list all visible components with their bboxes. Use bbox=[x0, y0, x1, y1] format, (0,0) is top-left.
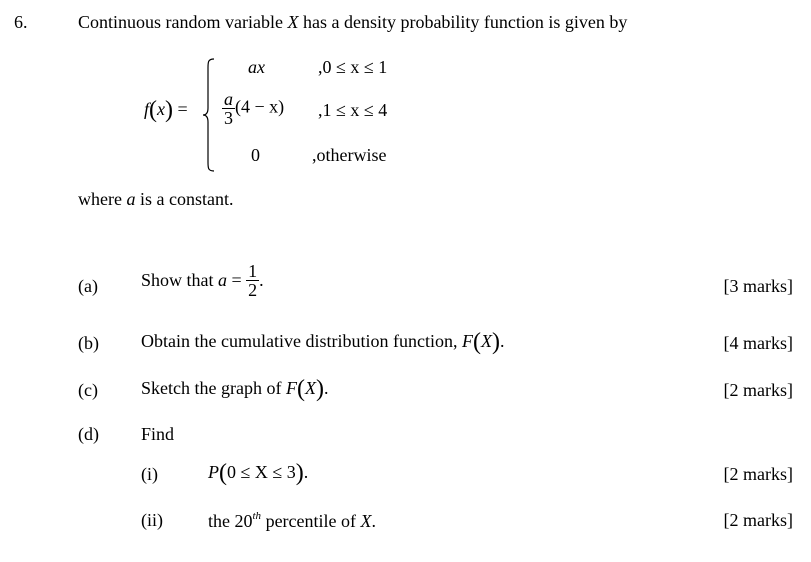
part-a-period: . bbox=[259, 270, 264, 290]
part-a-text bbox=[141, 262, 264, 299]
part-d-label: (d) bbox=[78, 424, 99, 444]
fraction-numerator: a bbox=[224, 89, 233, 109]
pdf-lhs: f(x) = bbox=[144, 97, 188, 123]
question-intro bbox=[78, 12, 627, 33]
pdf-lhs-x: x bbox=[157, 99, 166, 119]
pdf-equals: = bbox=[177, 99, 188, 119]
part-b-label: (b) bbox=[78, 333, 99, 353]
pdf-case3-cond: ,otherwise bbox=[312, 145, 387, 165]
part-d-ii-marks: [2 marks] bbox=[723, 510, 793, 530]
fraction-denominator: 2 bbox=[248, 280, 258, 300]
part-c-period: . bbox=[323, 378, 329, 398]
part-b-function: F bbox=[461, 331, 473, 351]
part-d-ii-period: . bbox=[371, 511, 377, 531]
pdf-case2-term: (4 − x) bbox=[235, 96, 285, 117]
pdf-case1-expr: ax bbox=[248, 57, 265, 77]
part-d-i-label: (i) bbox=[141, 464, 158, 484]
part-a-marks: [3 marks] bbox=[723, 276, 793, 296]
part-c-argument: X bbox=[304, 378, 316, 398]
part-c-text: Sketch the graph of F(X). bbox=[141, 376, 329, 402]
pdf-case1-cond: ,0 ≤ x ≤ 1 bbox=[318, 57, 388, 77]
part-a-label: (a) bbox=[78, 276, 98, 296]
part-b-text: Obtain the cumulative distribution function, F(X). bbox=[141, 329, 505, 355]
part-b-period: . bbox=[499, 331, 505, 351]
part-d-i-text: P(0 ≤ X ≤ 3). bbox=[208, 460, 309, 486]
pdf-case2-fraction bbox=[222, 90, 235, 127]
part-c-marks: [2 marks] bbox=[723, 380, 793, 400]
part-b-marks: [4 marks] bbox=[723, 333, 793, 353]
part-d-ii-variable: X bbox=[360, 511, 372, 531]
intro-variable: X bbox=[287, 12, 299, 32]
where-line bbox=[78, 189, 233, 210]
left-brace bbox=[202, 58, 216, 172]
pdf-lhs-f: f bbox=[144, 99, 150, 119]
question-number: 6. bbox=[14, 12, 28, 32]
part-a-variable: a bbox=[218, 270, 228, 290]
part-d-ii-text bbox=[208, 510, 376, 532]
part-d-ii-label: (ii) bbox=[141, 510, 163, 530]
fraction-numerator: 1 bbox=[248, 261, 258, 281]
part-d-i-marks: [2 marks] bbox=[723, 464, 793, 484]
where-text: where bbox=[78, 189, 127, 209]
part-d-i-argument: 0 ≤ X ≤ 3 bbox=[227, 462, 296, 482]
part-d-ii-prompt: the 20 bbox=[208, 511, 253, 531]
part-b-prompt: Obtain the cumulative distribution function, bbox=[141, 331, 462, 351]
part-a-equals: = bbox=[227, 270, 247, 290]
fraction-denominator: 3 bbox=[224, 108, 233, 128]
part-a-fraction bbox=[246, 262, 259, 299]
part-d-text: Find bbox=[141, 424, 175, 444]
part-d-i-period: . bbox=[303, 462, 309, 482]
part-d-i-function: P bbox=[208, 462, 219, 482]
part-d-ii-superscript: th bbox=[252, 510, 262, 522]
where-variable: a bbox=[126, 189, 136, 209]
where-text-end: is a constant. bbox=[135, 189, 234, 209]
part-c-prompt: Sketch the graph of bbox=[141, 378, 286, 398]
pdf-case3-expr: 0 bbox=[251, 145, 260, 165]
pdf-case2-expr bbox=[222, 90, 284, 127]
pdf-case2-cond: ,1 ≤ x ≤ 4 bbox=[318, 100, 388, 120]
part-d-ii-prompt-end: percentile of bbox=[261, 511, 361, 531]
part-c-function: F bbox=[285, 378, 297, 398]
part-a-prompt: Show that bbox=[141, 270, 219, 290]
part-c-label: (c) bbox=[78, 380, 98, 400]
intro-text-end: has a density probability function is given by bbox=[298, 12, 628, 32]
part-b-argument: X bbox=[480, 331, 492, 351]
intro-text: Continuous random variable bbox=[78, 12, 288, 32]
